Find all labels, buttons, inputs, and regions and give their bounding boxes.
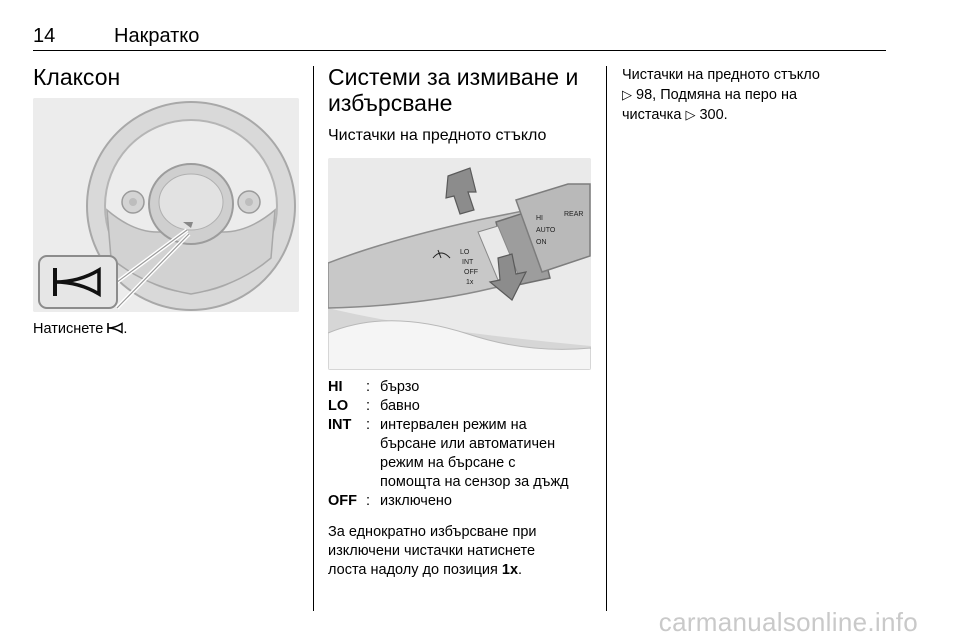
watermark: carmanualsonline.info [658, 607, 918, 637]
definition-lo: LO : бавно [328, 398, 420, 414]
label-rear: REAR [564, 211, 584, 218]
page-reference-300[interactable]: 300 [699, 107, 724, 123]
page-reference-98[interactable]: 98 [636, 87, 653, 103]
windscreen-wipers-subtitle: Чистачки на предното стъкло [328, 127, 547, 144]
single-wipe-note: За еднократно избърсване при изключени чистачки натиснете лоста надолу до позиция 1x. [328, 524, 537, 578]
cross-references [622, 60, 882, 125]
label-hi: HI [536, 215, 543, 222]
wiper-positions-list [328, 378, 593, 511]
definition-int: INT : интервален режим на бърсане или автоматичен режим на бърсане с помощта на сензор за дъжд [328, 417, 569, 490]
column-divider-1 [313, 66, 314, 611]
wiper-lever-illustration [328, 158, 591, 370]
label-int: INT [462, 259, 474, 266]
horn-instruction: Натиснете . [33, 321, 128, 337]
horn-title: Клаксон [33, 64, 121, 90]
label-on: ON [536, 239, 547, 246]
label-lo: LO [460, 249, 470, 256]
label-one-x: 1x [466, 279, 474, 286]
label-auto: AUTO [536, 227, 556, 234]
page-ref-arrow-icon: ▷ [622, 87, 632, 102]
washer-wiper-section [328, 60, 593, 580]
page-ref-arrow-icon: ▷ [685, 107, 696, 122]
column-divider-2 [606, 66, 607, 611]
horn-section [33, 60, 301, 339]
horn-icon [107, 322, 123, 334]
page-header [33, 0, 886, 51]
definition-hi: HI : бързо [328, 379, 420, 395]
reference-text: Чистачки на предното стъкло ▷ 98, Подмяна на перо на чистачка ▷ 300. [622, 67, 820, 123]
label-off: OFF [464, 269, 478, 276]
section-name: Накратко [114, 25, 200, 47]
definition-off: OFF : изключено [328, 493, 452, 509]
steering-wheel-illustration [33, 98, 299, 312]
wiper-section-title: Системи за измиване и избърсване [328, 64, 579, 116]
page-number: 14 [33, 25, 56, 47]
